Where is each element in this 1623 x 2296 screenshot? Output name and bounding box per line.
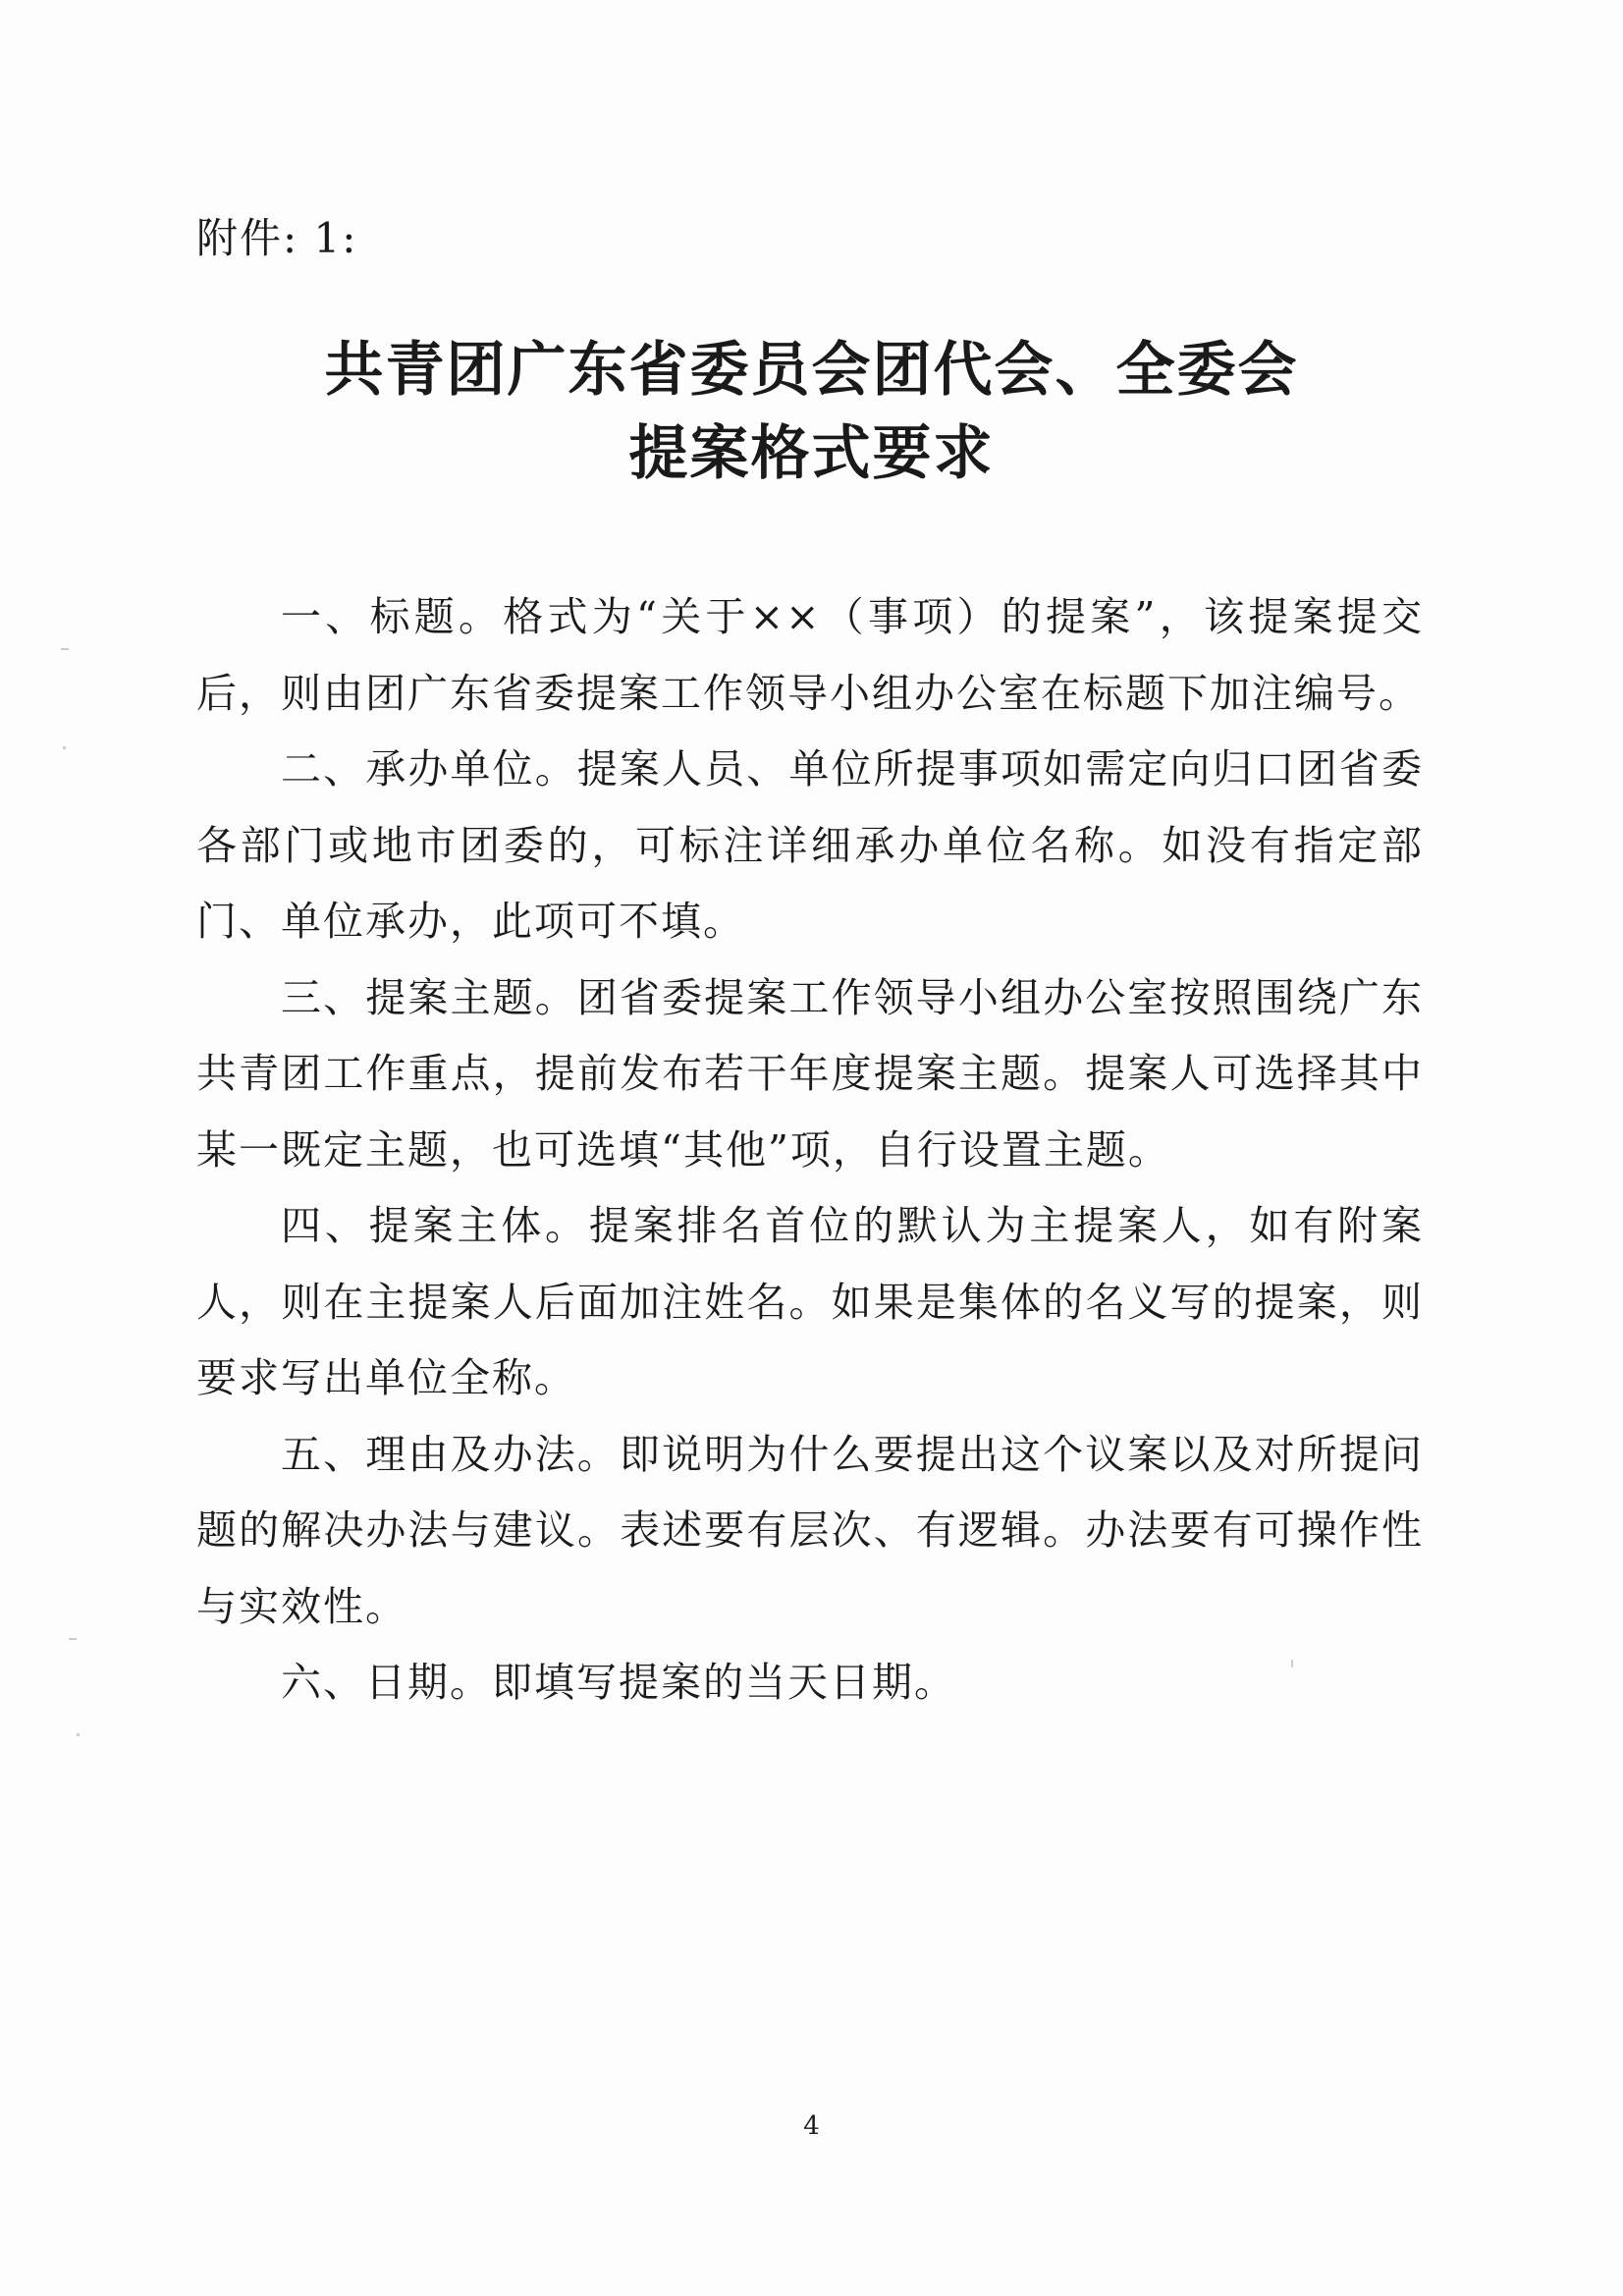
document-body (196, 579, 1424, 1722)
paragraph-undertaking-unit: 二、承办单位。提案人员、单位所提事项如需定向归口团省委各部门或地市团委的，可标注详细承办单位名称。如没有指定部门、单位承办，此项可不填。 (196, 745, 1424, 945)
scan-speck (77, 1733, 80, 1736)
scan-speck (63, 746, 66, 749)
paragraph-proposal-subject: 四、提案主体。提案排名首位的默认为主提案人，如有附案人，则在主提案人后面加注姓名。如果是集体的名义写的提案，则要求写出单位全称。 (196, 1202, 1424, 1401)
document-title-line-1: 共青团广东省委员会团代会、全委会 (324, 336, 1299, 405)
document-title-line-2: 提案格式要求 (628, 419, 995, 488)
scan-speck (61, 648, 69, 650)
scan-speck (69, 1638, 77, 1640)
attachment-label: 附件: 1: (196, 214, 358, 262)
page-number: 4 (803, 2111, 820, 2141)
paragraph-date: 六、日期。即填写提案的当天日期。 (281, 1659, 956, 1706)
paragraph-title-format: 一、标题。格式为“关于××（事项）的提案”，该提案提交后，则由团广东省委提案工作领导小组办公室在标题下加注编号。 (196, 593, 1424, 717)
paragraph-reasons-and-methods: 五、理由及办法。即说明为什么要提出这个议案以及对所提问题的解决办法与建议。表述要有层次、有逻辑。办法要有可操作性与实效性。 (196, 1430, 1424, 1630)
paragraph-proposal-theme: 三、提案主题。团省委提案工作领导小组办公室按照围绕广东共青团工作重点，提前发布若干年度提案主题。提案人可选择其中某一既定主题，也可选填“其他”项，自行设置主题。 (196, 973, 1424, 1174)
